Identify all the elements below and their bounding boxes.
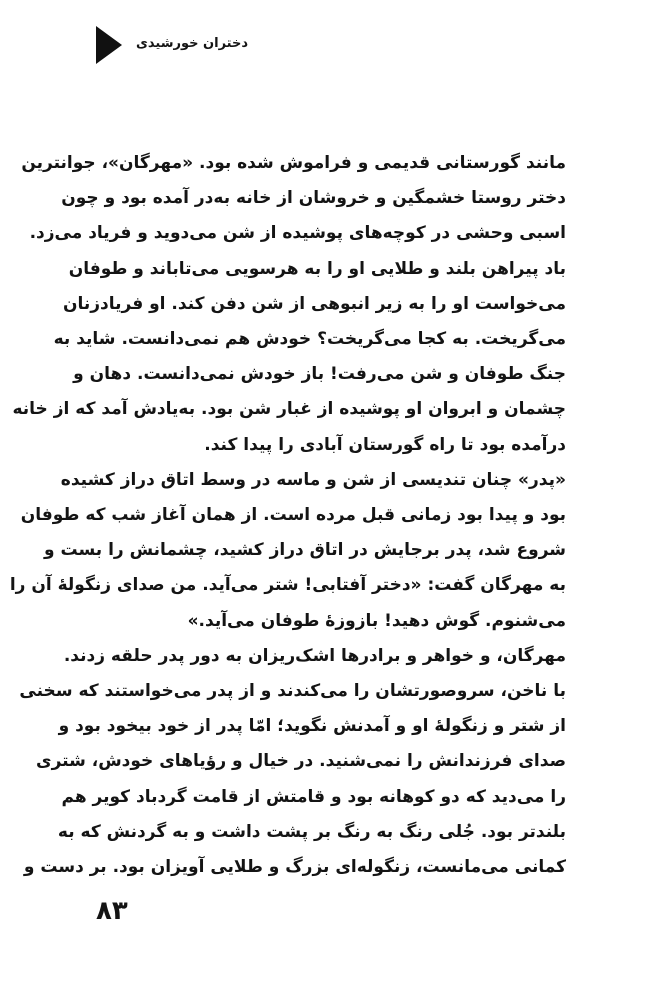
paragraph-3 xyxy=(19,639,566,885)
text-line: درآمده بود تا راه گورستان آبادی را پیدا کند. xyxy=(204,434,566,455)
text-line: از شتر و زنگولهٔ او و آمدنش نگوید؛ امّا پدر از خود بیخود بود و xyxy=(58,716,566,737)
book-title: دختران خورشیدی xyxy=(136,36,249,51)
text-line: شروع شد، پدر برجایش در اتاق دراز کشید، چشمانش را بست و xyxy=(43,540,566,561)
text-line: می‌شنوم. گوش دهید! بازوزهٔ طوفان می‌آید.» xyxy=(187,610,566,631)
page-body xyxy=(9,146,566,885)
text-line: اسبی وحشی در کوچه‌های پوشیده از شن می‌دوید و فریاد می‌زد. xyxy=(29,223,566,244)
text-line: صدای فرزندانش را نمی‌شنید. در خیال و رؤیاهای خودش، شتری xyxy=(36,751,566,772)
text-line: به مهرگان گفت: «دختر آفتابی! شتر می‌آید. من صدای زنگولهٔ آن را xyxy=(9,575,566,596)
running-header xyxy=(96,26,566,66)
text-line: باد پیراهن بلند و طلایی او را به هرسویی می‌تاباند و طوفان xyxy=(68,258,566,279)
text-line: «پدر» چنان تندیسی از شن و ماسه در وسط اتاق دراز کشیده xyxy=(60,469,566,490)
text-line: کمانی می‌مانست، زنگوله‌ای بزرگ و طلایی آویزان بود. بر دست و xyxy=(23,857,566,878)
text-line: جنگ طوفان و شن می‌رفت! باز خودش نمی‌دانست. دهان و xyxy=(73,364,566,385)
text-line: با ناخن، سروصورتشان را می‌کندند و از پدر می‌خواستند که سخنی xyxy=(19,681,566,702)
text-line: چشمان و ابروان او پوشیده از غبار شن بود. به‌یادش آمد که از خانه xyxy=(12,399,566,420)
paragraph-1 xyxy=(12,146,566,463)
text-line: بلندتر بود. جُلی رنگ به رنگ بر پشت داشت و به گردنش که به xyxy=(57,821,566,842)
text-line: مانند گورستانی قدیمی و فراموش شده بود. «مهرگان»، جوانترین xyxy=(21,153,566,173)
text-line: را می‌دید که دو کوهانه بود و قامتش از قامت گردباد کویر هم xyxy=(61,786,566,807)
triangle-marker-icon xyxy=(96,26,122,64)
text-line: می‌گریخت. به کجا می‌گریخت؟ خودش هم نمی‌دانست. شاید به xyxy=(53,329,566,350)
page-number: ۸۳ xyxy=(96,896,128,926)
text-line: دختر روستا خشمگین و خروشان از خانه به‌در آمده بود و چون xyxy=(61,188,566,209)
text-line: بود و پیدا بود زمانی قبل مرده است. از همان آغاز شب که طوفان xyxy=(20,505,566,526)
text-line: مهرگان، و خواهر و برادرها اشک‌ریزان به دور پدر حلقه زدند. xyxy=(63,645,566,666)
text-line: می‌خواست او را به زیر انبوهی از شن دفن کند. او فریادزنان xyxy=(62,293,566,314)
paragraph-2 xyxy=(9,463,566,639)
